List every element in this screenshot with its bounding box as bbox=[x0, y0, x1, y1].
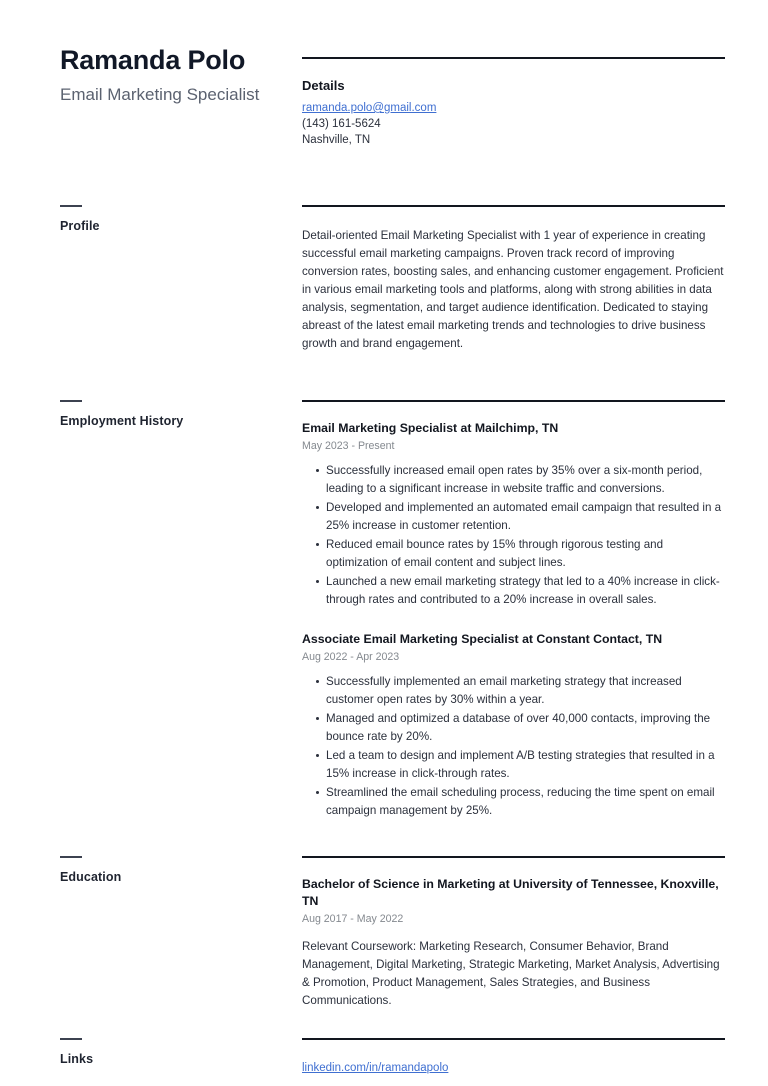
job-dates: Aug 2022 - Apr 2023 bbox=[302, 651, 400, 663]
list-item: Reduced email bounce rates by 15% through rigorous testing and optimization of email content and subject lines. bbox=[302, 536, 725, 572]
section-dash-icon bbox=[60, 1038, 82, 1040]
links-content bbox=[302, 1038, 725, 1076]
education-entry bbox=[302, 876, 725, 1010]
section-dash-icon bbox=[60, 856, 82, 858]
employment-entry bbox=[302, 420, 725, 609]
phone-text: (143) 161-5624 bbox=[302, 118, 381, 130]
sidebar-label-employment: Employment History bbox=[60, 414, 184, 428]
list-item: Developed and implemented an automated email campaign that resulted in a 25% increase in customer retention. bbox=[302, 499, 725, 535]
education-content bbox=[302, 856, 725, 1010]
job-title: Email Marketing Specialist at Mailchimp, TN bbox=[302, 421, 559, 435]
sidebar-label-profile: Profile bbox=[60, 219, 100, 233]
resume-header bbox=[60, 44, 285, 107]
location-text: Nashville, TN bbox=[302, 134, 371, 146]
section-divider bbox=[302, 1038, 725, 1040]
page-title: Ramanda Polo bbox=[60, 45, 246, 75]
header-job-title: Email Marketing Specialist bbox=[60, 85, 260, 104]
education-sidebar bbox=[60, 856, 275, 885]
profile-sidebar bbox=[60, 205, 275, 234]
employment-sidebar bbox=[60, 400, 275, 429]
list-item: Managed and optimized a database of over 40,000 contacts, improving the bounce rate by 20%. bbox=[302, 710, 725, 746]
coursework-text: Relevant Coursework: Marketing Research, Consumer Behavior, Brand Management, Digital Marketing, Strategic Marketing, Market Analysis, Advertising & Promotion, Product Management, Sales Strategies, and Business Communications. bbox=[302, 940, 720, 1007]
list-item: Successfully increased email open rates by 35% over a six-month period, leading to a significant increase in website traffic and conversions. bbox=[302, 462, 725, 498]
details-heading: Details bbox=[302, 78, 345, 93]
profile-text: Detail-oriented Email Marketing Specialist with 1 year of experience in creating successful email marketing campaigns. Proven track record of improving conversion rates, boosting sales, and enhancing customer engagement. Proficient in various email marketing tools and platforms, along with strong abilities in data analysis, segmentation, and target audience identification. Dedicated to staying abreast of the latest email marketing trends and technologies to drive business growth and brand engagement. bbox=[302, 229, 724, 350]
links-sidebar bbox=[60, 1038, 275, 1067]
linkedin-link[interactable]: linkedin.com/in/ramandapolo bbox=[302, 1062, 449, 1074]
section-divider bbox=[302, 205, 725, 207]
list-item: Led a team to design and implement A/B testing strategies that resulted in a 15% increase in click-through rates. bbox=[302, 747, 725, 783]
sidebar-label-links: Links bbox=[60, 1052, 94, 1066]
list-item: Launched a new email marketing strategy that led to a 40% increase in click-through rates and contributed to a 20% increase in overall sales. bbox=[302, 573, 725, 609]
sidebar-label-education: Education bbox=[60, 870, 122, 884]
section-dash-icon bbox=[60, 400, 82, 402]
job-bullet-list bbox=[302, 673, 725, 820]
profile-content bbox=[302, 205, 725, 353]
job-dates: May 2023 - Present bbox=[302, 440, 395, 452]
list-item: Streamlined the email scheduling process, reducing the time spent on email campaign management by 25%. bbox=[302, 784, 725, 820]
employment-content bbox=[302, 400, 725, 821]
job-title: Associate Email Marketing Specialist at Constant Contact, TN bbox=[302, 632, 663, 646]
list-item: Successfully implemented an email marketing strategy that increased customer open rates by 30% within a year. bbox=[302, 673, 725, 709]
section-divider bbox=[302, 856, 725, 858]
section-dash-icon bbox=[60, 205, 82, 207]
education-dates: Aug 2017 - May 2022 bbox=[302, 913, 404, 925]
section-divider bbox=[302, 400, 725, 402]
job-bullet-list bbox=[302, 462, 725, 609]
degree-title: Bachelor of Science in Marketing at University of Tennessee, Knoxville, TN bbox=[302, 877, 719, 908]
section-divider bbox=[302, 57, 725, 59]
email-link[interactable]: ramanda.polo@gmail.com bbox=[302, 102, 437, 114]
details-content bbox=[302, 57, 725, 148]
employment-entry bbox=[302, 631, 725, 820]
